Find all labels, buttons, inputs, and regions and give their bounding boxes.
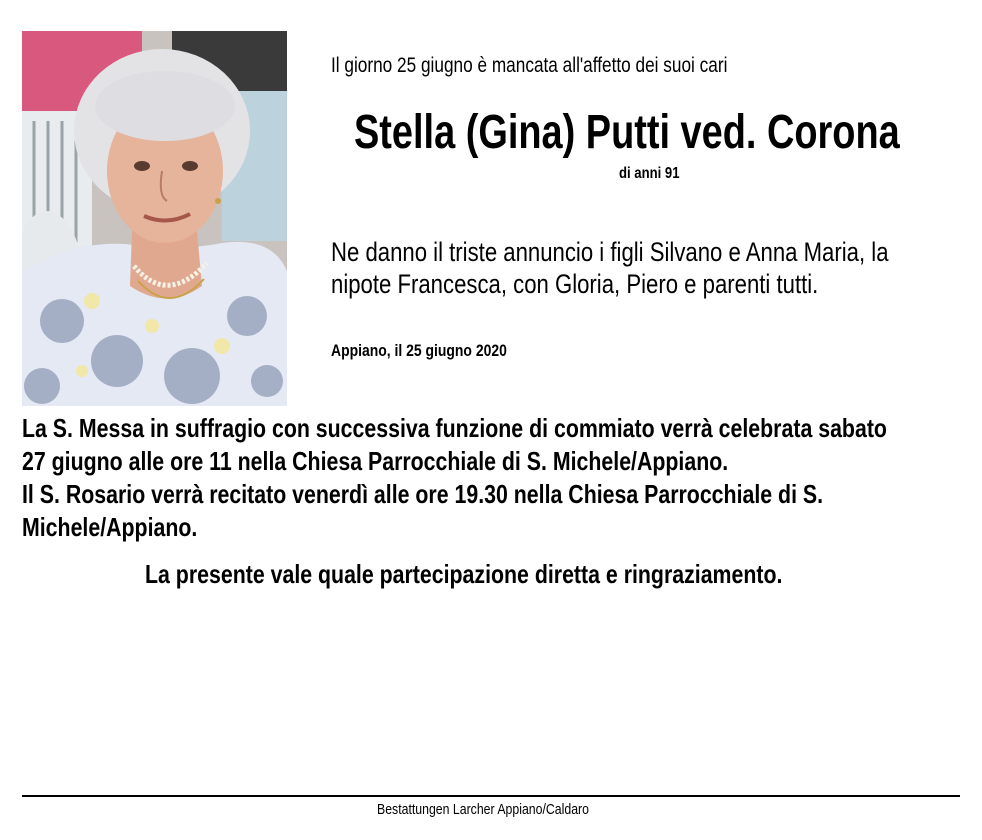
mass-line: 27 giugno alle ore 11 nella Chiesa Parrocchiale di S. Michele/Appiano. (22, 446, 729, 476)
closing-line: La presente vale quale partecipazione diretta e ringraziamento. (145, 559, 783, 589)
footer-line: Bestattungen Larcher Appiano/Caldaro (377, 801, 589, 818)
mass-line: Il S. Rosario verrà recitato venerdì alle ore 19.30 nella Chiesa Parrocchiale di S. (22, 479, 824, 509)
intro-text (331, 52, 814, 80)
deceased-name: Stella (Gina) Putti ved. Corona (354, 106, 900, 159)
place-date-line: Appiano, il 25 giugno 2020 (331, 341, 507, 360)
footer-text (377, 800, 636, 820)
announcement-line: nipote Francesca, con Gloria, Piero e parenti tutti. (331, 269, 819, 299)
intro-line: Il giorno 25 giugno è mancata all'affetto dei suoi cari (331, 54, 728, 77)
age-line: di anni 91 (619, 165, 680, 182)
place-date (331, 340, 545, 362)
footer-divider (22, 795, 960, 797)
mass-line: La S. Messa in suffragio con successiva funzione di commiato verrà celebrata sabato (22, 413, 887, 443)
mass-details (22, 412, 982, 544)
mass-line: Michele/Appiano. (22, 512, 198, 542)
portrait-illustration (22, 31, 287, 406)
closing-text (145, 558, 922, 591)
age-text (619, 163, 693, 185)
portrait-photo (22, 31, 287, 406)
announcement-line: Ne danno il triste annuncio i figli Silvano e Anna Maria, la (331, 237, 889, 267)
announcement-text (331, 236, 982, 300)
